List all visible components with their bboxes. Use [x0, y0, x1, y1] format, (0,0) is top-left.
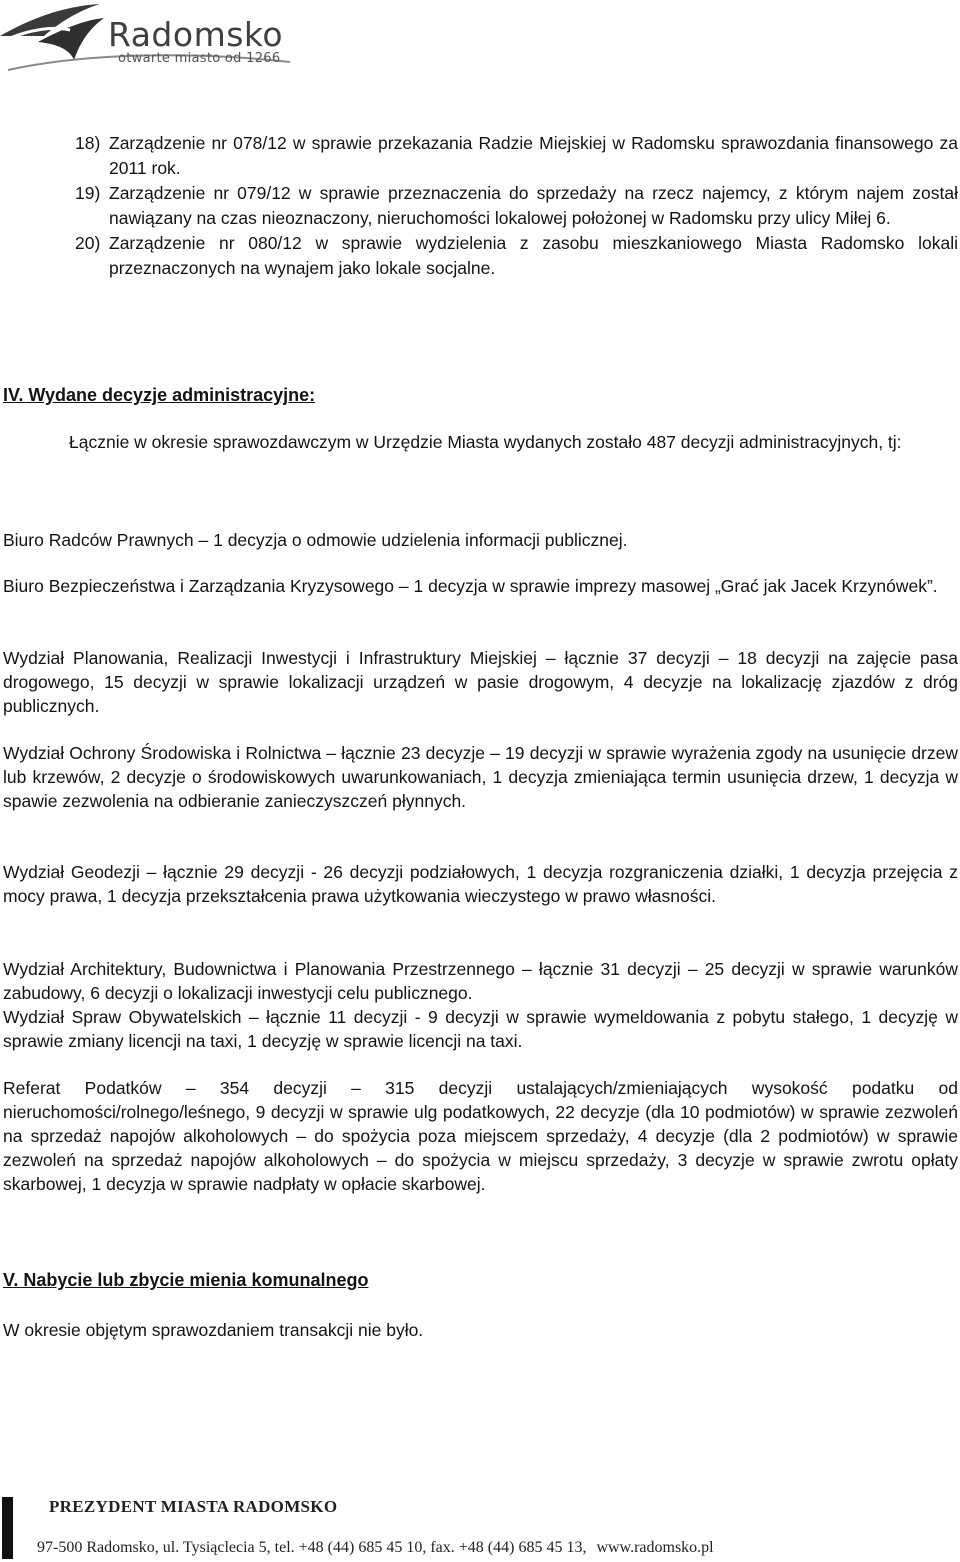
item-text: Zarządzenie nr 078/12 w sprawie przekazania Radzie Miejskiej w Radomsku sprawozdania finansowego za 2011 rok.: [109, 133, 958, 178]
paragraph-geodesy-dept: Wydział Geodezji – łącznie 29 decyzji - 26 decyzji podziałowych, 1 decyzja rozgraniczenia działki, 1 decyzja przejęcia z mocy prawa, 1 decyzja przekształcenia prawa użytkowania wieczystego w prawo własności.: [3, 862, 958, 906]
paragraph-tax-office: Referat Podatków – 354 decyzji – 315 decyzji ustalających/zmieniających wysokość podatku od nieruchomości/rolnego/leśnego, 9 decyzji w sprawie ulg podatkowych, 22 decyzje (dla 10 podmiotów) w sprawie zezwoleń na sprzedaż napojów alkoholowych – do spożycia poza miejscem sprzedaży, 4 decyzje (dla 2 podmiotów) w sprawie zezwoleń na sprzedaż napojów alkoholowych – do spożycia w miejscu sprzedaży, 3 decyzje w sprawie zwrotu opłaty skarbowej, 1 decyzja w sprawie nadpłaty w opłacie skarbowej.: [3, 1078, 958, 1194]
paragraph-legal-office: Biuro Radców Prawnych – 1 decyzja o odmowie udzielenia informacji publicznej.: [3, 530, 628, 550]
footer-website-link[interactable]: www.radomsko.pl: [596, 1539, 714, 1556]
list-item: [75, 181, 958, 231]
footer-bar: [2, 1497, 13, 1559]
paragraph-environment-dept: Wydział Ochrony Środowiska i Rolnictwa – łącznie 23 decyzje – 19 decyzji w sprawie wyrażenia zgody na usunięcie drzew lub krzewów, 2 decyzje o środowiskowych uwarunkowaniach, 1 decyzja zmieniająca termin usunięcia drzew, 1 decyzja w spawie zezwolenia na odbieranie zanieczyszczeń płynnych.: [3, 743, 958, 811]
list-item: [75, 131, 958, 181]
section-heading-decisions: IV. Wydane decyzje administracyjne:: [3, 385, 316, 405]
logo-name: Radomsko: [108, 15, 284, 54]
footer-address: 97-500 Radomsko, ul. Tysiąclecia 5, tel. +48 (44) 685 45 10, fax. +48 (44) 685 45 13,: [37, 1539, 587, 1556]
ordinance-list: [75, 131, 958, 281]
paragraph-security-office: Biuro Bezpieczeństwa i Zarządzania Kryzysowego – 1 decyzja w sprawie imprezy masowej „Grać jak Jacek Krzynówek”.: [3, 576, 938, 596]
list-item: [75, 231, 958, 281]
logo-tagline: otwarte miasto od 1266: [118, 51, 281, 66]
decisions-intro: Łącznie w okresie sprawozdawczym w Urzędzie Miasta wydanych zostało 487 decyzji administracyjnych, tj:: [69, 432, 902, 452]
paragraph-citizens-dept: Wydział Spraw Obywatelskich – łącznie 11 decyzji - 9 decyzji w sprawie wymeldowania z pobytu stałego, 1 decyzję w sprawie zmiany licencji na taxi, 1 decyzję w sprawie licencji na taxi.: [3, 1007, 958, 1051]
footer-address-line: [37, 1539, 714, 1557]
city-logo: [0, 0, 300, 75]
paragraph-architecture-dept: Wydział Architektury, Budownictwa i Planowania Przestrzennego – łącznie 31 decyzji – 25 decyzji w sprawie warunków zabudowy, 6 decyzji o lokalizacji inwestycji celu publicznego.: [3, 959, 958, 1003]
item-number: 19): [75, 183, 101, 203]
paragraph-planning-dept: Wydział Planowania, Realizacji Inwestycji i Infrastruktury Miejskiej – łącznie 37 decyzji – 18 decyzji na zajęcie pasa drogowego, 15 decyzji w sprawie lokalizacji urządzeń w pasie drogowym, 4 decyzje na lokalizację zjazdów z dróg publicznych.: [3, 648, 958, 716]
footer-title: PREZYDENT MIASTA RADOMSKO: [49, 1497, 338, 1516]
item-number: 20): [75, 233, 101, 253]
section-heading-property: V. Nabycie lub zbycie mienia komunalnego: [3, 1270, 369, 1290]
item-text: Zarządzenie nr 079/12 w sprawie przeznaczenia do sprzedaży na rzecz najemcy, z którym najem został nawiązany na czas nieoznaczony, nieruchomości lokalowej położonej w Radomsku przy ulicy Miłej 6.: [109, 183, 958, 228]
item-text: Zarządzenie nr 080/12 w sprawie wydzielenia z zasobu mieszkaniowego Miasta Radomsko lokali przeznaczonych na wynajem jako lokale socjalne.: [109, 233, 958, 278]
property-text: W okresie objętym sprawozdaniem transakcji nie było.: [3, 1320, 424, 1340]
item-number: 18): [75, 133, 101, 153]
